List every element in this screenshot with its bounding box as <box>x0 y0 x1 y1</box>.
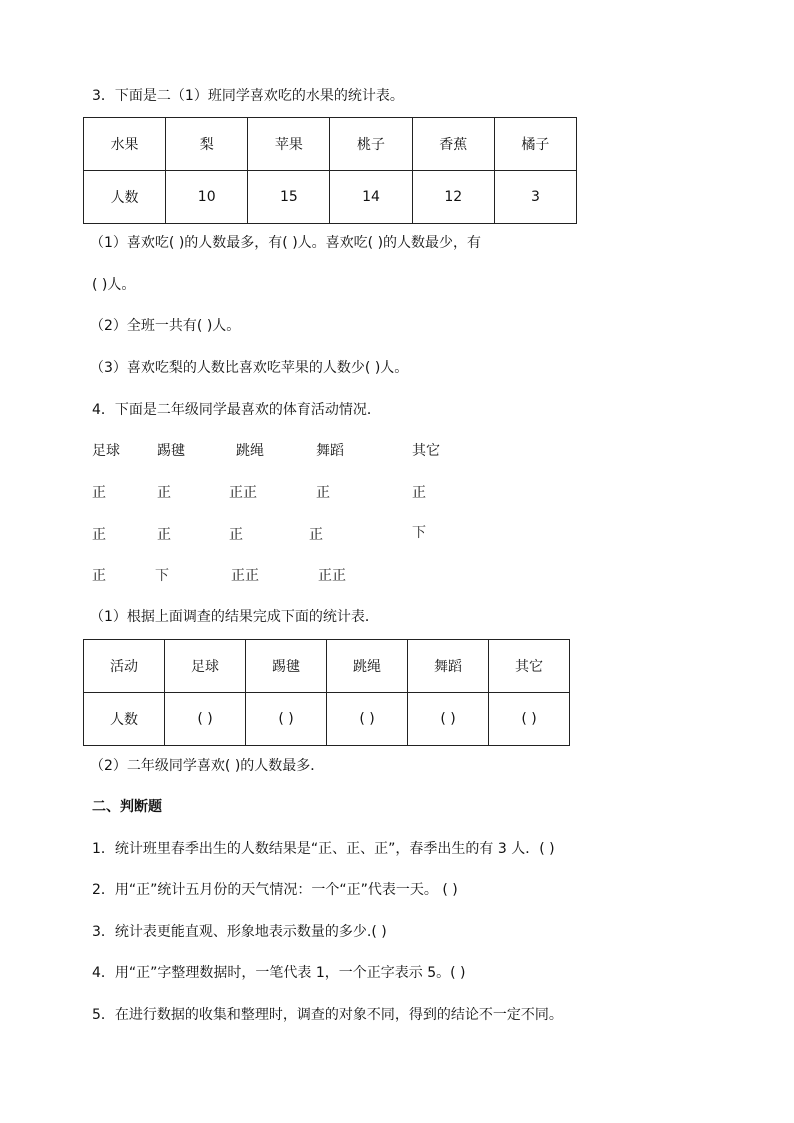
answer-blank[interactable]: ( ) <box>165 693 246 746</box>
judgement-item: 5．在进行数据的收集和整理时，调查的对象不同，得到的结论不一定不同。 <box>92 1007 563 1023</box>
table-cell: 足球 <box>165 640 246 693</box>
table-cell: 舞蹈 <box>408 640 489 693</box>
table-cell: 14 <box>330 171 412 224</box>
tally-mark: 正 <box>92 527 106 543</box>
q3-sub1-line1: （1）喜欢吃( )的人数最多，有( )人。喜欢吃( )的人数最少，有 <box>90 235 482 251</box>
activity-table <box>83 639 570 746</box>
tally-mark: 正 <box>92 485 106 501</box>
table-cell: 其它 <box>489 640 570 693</box>
fruit-table <box>83 117 577 224</box>
tally-mark: 正 <box>157 485 171 501</box>
table-cell: 人数 <box>84 693 165 746</box>
answer-blank[interactable]: ( ) <box>327 693 408 746</box>
q3-sub3: （3）喜欢吃梨的人数比喜欢吃苹果的人数少( )人。 <box>90 360 409 376</box>
q3-sub1-line2: ( )人。 <box>92 277 136 293</box>
tally-mark: 正 <box>309 527 323 543</box>
tally-mark: 正 <box>229 527 243 543</box>
table-cell: 苹果 <box>248 118 330 171</box>
answer-blank[interactable]: ( ) <box>489 693 570 746</box>
q4-title: 4．下面是二年级同学最喜欢的体育活动情况． <box>92 402 381 418</box>
table-cell: 10 <box>166 171 248 224</box>
tally-mark: 正正 <box>229 485 257 501</box>
table-row <box>84 118 577 171</box>
table-cell: 桃子 <box>330 118 412 171</box>
section-heading: 二、判断题 <box>92 799 162 815</box>
tally-mark: 下 <box>412 525 426 541</box>
table-cell: 踢毽 <box>246 640 327 693</box>
q4-sub2: （2）二年级同学喜欢( )的人数最多． <box>90 758 325 774</box>
table-cell: 水果 <box>84 118 166 171</box>
judgement-item: 3．统计表更能直观、形象地表示数量的多少.( ) <box>92 924 387 940</box>
tally-mark: 正 <box>157 527 171 543</box>
judgement-item: 1．统计班里春季出生的人数结果是“正、正、正”，春季出生的有 3 人．( ) <box>92 841 555 857</box>
tally-mark: 下 <box>155 568 169 584</box>
table-cell: 香蕉 <box>412 118 494 171</box>
table-cell: 活动 <box>84 640 165 693</box>
q4-sub1: （1）根据上面调查的结果完成下面的统计表． <box>90 609 379 625</box>
tally-header: 足球 <box>92 443 120 459</box>
table-cell: 12 <box>412 171 494 224</box>
judgement-item: 2．用“正”统计五月份的天气情况：一个“正”代表一天。 ( ) <box>92 882 458 898</box>
table-row <box>84 693 570 746</box>
tally-mark: 正正 <box>318 568 346 584</box>
tally-header: 跳绳 <box>236 443 264 459</box>
tally-mark: 正 <box>412 485 426 501</box>
q3-title: 3．下面是二（1）班同学喜欢吃的水果的统计表。 <box>92 88 404 104</box>
table-cell: 人数 <box>84 171 166 224</box>
table-cell: 3 <box>494 171 576 224</box>
tally-header: 舞蹈 <box>316 443 344 459</box>
table-row <box>84 640 570 693</box>
tally-mark: 正正 <box>231 568 259 584</box>
table-cell: 梨 <box>166 118 248 171</box>
table-cell: 跳绳 <box>327 640 408 693</box>
tally-mark: 正 <box>316 485 330 501</box>
table-row <box>84 171 577 224</box>
table-cell: 15 <box>248 171 330 224</box>
judgement-item: 4．用“正”字整理数据时，一笔代表 1，一个正字表示 5。( ) <box>92 965 466 981</box>
answer-blank[interactable]: ( ) <box>408 693 489 746</box>
tally-mark: 正 <box>92 568 106 584</box>
tally-header: 其它 <box>412 443 440 459</box>
q3-sub2: （2）全班一共有( )人。 <box>90 318 241 334</box>
answer-blank[interactable]: ( ) <box>246 693 327 746</box>
table-cell: 橘子 <box>494 118 576 171</box>
tally-header: 踢毽 <box>157 443 185 459</box>
